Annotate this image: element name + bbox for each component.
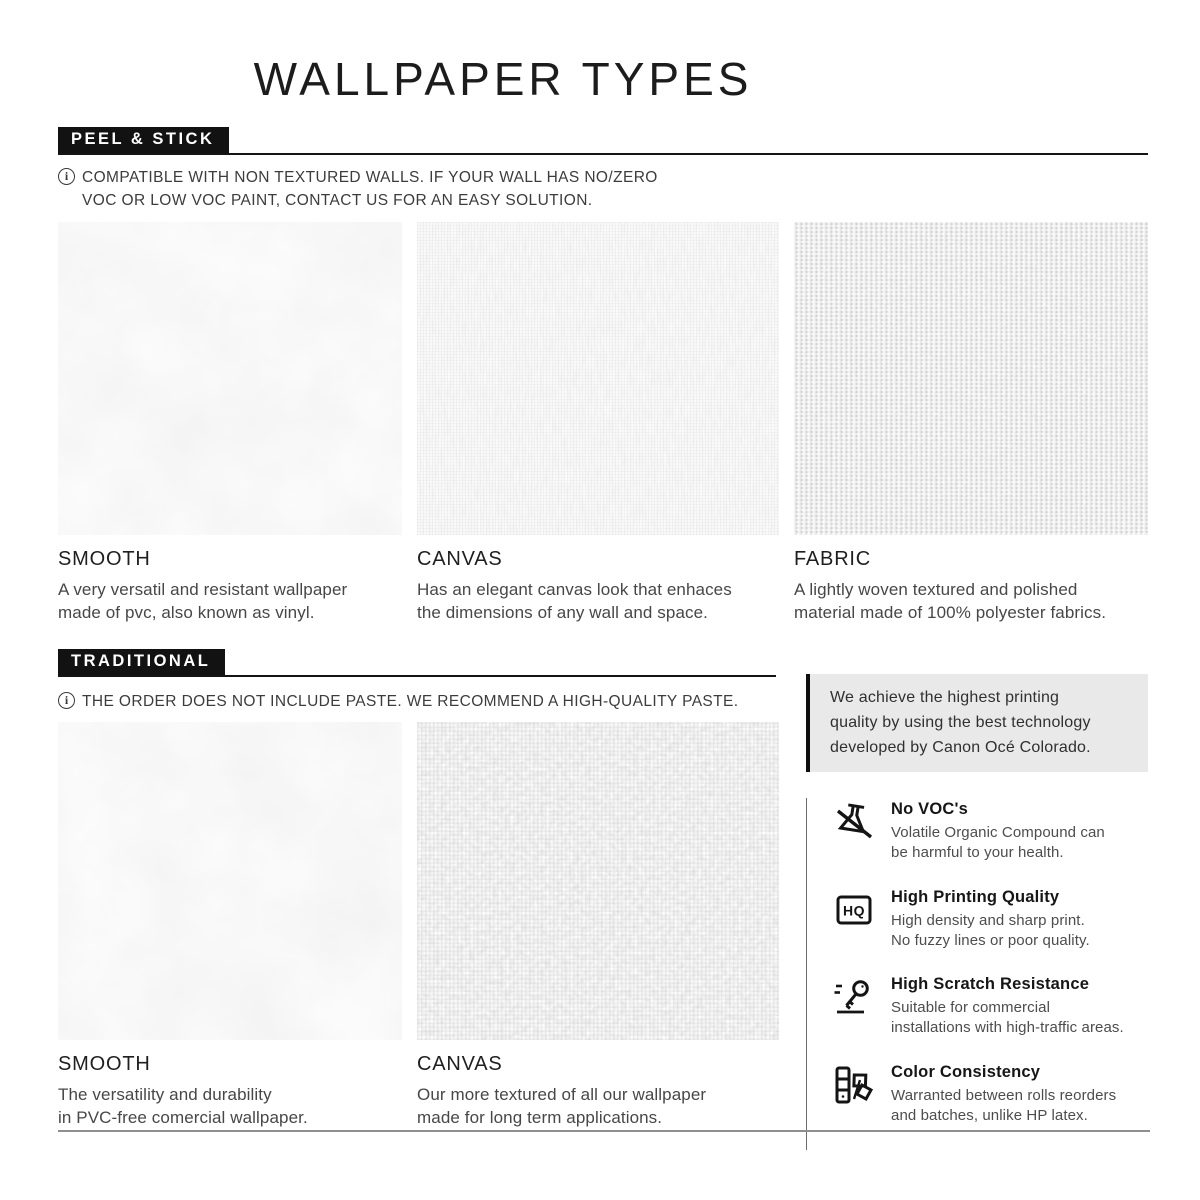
- smooth-texture-image: [58, 222, 402, 535]
- swatch-cell-fabric: [794, 222, 1148, 624]
- swatch-name: CANVAS: [417, 548, 503, 570]
- canvas-texture-sample: [417, 222, 779, 535]
- swatch-cell-smooth: [58, 222, 402, 624]
- smooth-texture-image: [58, 722, 402, 1040]
- traditional-note-text: [82, 690, 738, 713]
- no-voc-flask-icon: [831, 800, 877, 846]
- canvas-traditional-caption: [417, 1053, 779, 1129]
- smooth-vinyl-texture-sample: [58, 222, 402, 535]
- key-scratch-icon: [831, 975, 877, 1021]
- feature-list: [806, 798, 1150, 1150]
- info-icon: i: [58, 692, 75, 709]
- peel-stick-note-text: [82, 166, 658, 212]
- quote-line: developed by Canon Océ Colorado.: [830, 738, 1091, 756]
- printing-quality-quote-box: [806, 674, 1148, 772]
- peel-stick-swatch-row: [58, 222, 1148, 624]
- swatch-name: CANVAS: [417, 1053, 503, 1075]
- quote-line: quality by using the best technology: [830, 713, 1091, 731]
- canvas-caption: [417, 548, 779, 624]
- peel-stick-badge: PEEL & STICK: [58, 127, 229, 153]
- feature-description: High density and sharp print. No fuzzy lines or poor quality.: [891, 911, 1090, 949]
- feature-description: Suitable for commercial installations with high-traffic areas.: [891, 999, 1124, 1037]
- hq-badge-icon: [831, 888, 877, 934]
- peel-stick-note: [58, 166, 658, 212]
- fabric-texture-sample: [794, 222, 1148, 535]
- color-swatches-icon: [831, 1063, 877, 1109]
- feature-high-printing-quality: [831, 888, 1150, 952]
- swatch-cell-smooth-traditional: [58, 722, 402, 1129]
- info-icon: i: [58, 168, 75, 185]
- feature-description: Volatile Organic Compound can be harmful to your health.: [891, 824, 1105, 862]
- swatch-name: FABRIC: [794, 548, 872, 570]
- note-line: COMPATIBLE WITH NON TEXTURED WALLS. IF YOUR WALL HAS NO/ZERO: [82, 169, 658, 186]
- bottom-divider: [58, 1130, 1150, 1132]
- swatch-cell-canvas-traditional: [417, 722, 779, 1129]
- note-line: THE ORDER DOES NOT INCLUDE PASTE. WE RECOMMEND A HIGH-QUALITY PASTE.: [82, 693, 739, 710]
- feature-text: [891, 1063, 1116, 1127]
- swatch-description: Our more textured of all our wallpaper made for long term applications.: [417, 1085, 707, 1127]
- smooth-traditional-caption: [58, 1053, 402, 1129]
- swatch-description: The versatility and durability in PVC-free comercial wallpaper.: [58, 1085, 308, 1127]
- traditional-section-header: [58, 649, 776, 677]
- smooth-caption: [58, 548, 402, 624]
- traditional-note: [58, 690, 738, 713]
- page-title: WALLPAPER TYPES: [253, 53, 753, 105]
- feature-text: [891, 800, 1105, 864]
- fabric-caption: [794, 548, 1148, 624]
- swatch-name: SMOOTH: [58, 1053, 151, 1075]
- fabric-texture-image: [794, 222, 1148, 535]
- feature-description: Warranted between rolls reorders and batches, unlike HP latex.: [891, 1086, 1117, 1125]
- feature-no-voc: [831, 800, 1150, 864]
- note-line: VOC OR LOW VOC PAINT, CONTACT US FOR AN EASY SOLUTION.: [82, 192, 593, 209]
- feature-text: [891, 975, 1124, 1039]
- traditional-swatch-row: [58, 722, 779, 1129]
- swatch-description: Has an elegant canvas look that enhaces the dimensions of any wall and space.: [417, 580, 732, 622]
- feature-title: Color Consistency: [891, 1062, 1041, 1081]
- hq-icon-letters: HQ: [843, 902, 865, 919]
- rough-canvas-texture-sample: [417, 722, 779, 1040]
- swatch-name: SMOOTH: [58, 548, 151, 570]
- quote-line: We achieve the highest printing: [830, 689, 1060, 706]
- feature-color-consistency: [831, 1063, 1150, 1127]
- smooth-pvc-free-texture-sample: [58, 722, 402, 1040]
- swatch-description: A very versatil and resistant wallpaper made of pvc, also known as vinyl.: [58, 580, 348, 622]
- feature-text: [891, 888, 1090, 952]
- feature-title: High Printing Quality: [891, 887, 1060, 906]
- feature-title: High Scratch Resistance: [891, 975, 1090, 994]
- traditional-badge: TRADITIONAL: [58, 649, 225, 675]
- swatch-description: A lightly woven textured and polished material made of 100% polyester fabrics.: [794, 580, 1107, 622]
- swatch-cell-canvas: [417, 222, 779, 624]
- feature-high-scratch-resistance: [831, 975, 1150, 1039]
- peel-stick-section-header: [58, 127, 1148, 155]
- rough-canvas-texture-image: [417, 722, 779, 1040]
- canvas-texture-image: [417, 222, 779, 535]
- feature-title: No VOC's: [891, 800, 969, 818]
